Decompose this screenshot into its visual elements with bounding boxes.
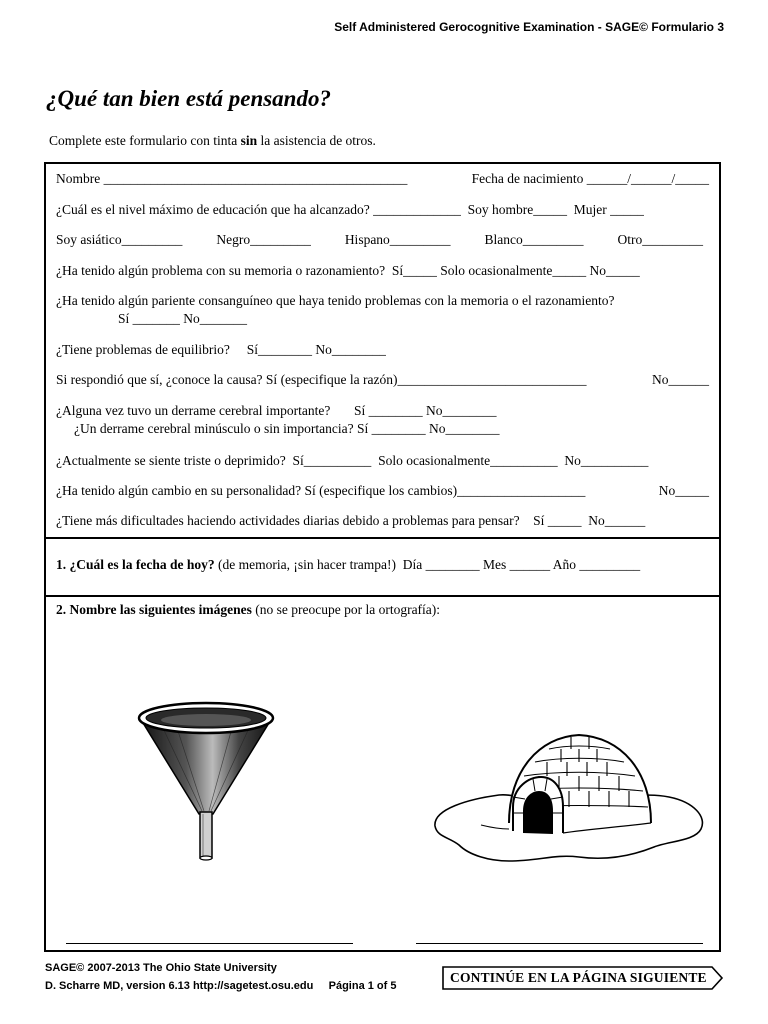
depression-sometimes-field[interactable]: Solo ocasionalmente__________ — [378, 453, 558, 468]
funnel-image — [132, 696, 282, 866]
personality-no-field[interactable]: No_____ — [658, 483, 709, 498]
page-header: Self Administered Gerocognitive Examination - SAGE© Formulario 3 — [334, 20, 724, 34]
igloo-image — [429, 721, 709, 871]
balance-question: ¿Tiene problemas de equilibrio? — [56, 342, 230, 357]
memory-problem-row — [56, 263, 709, 279]
balance-row — [56, 342, 709, 358]
personal-info-section — [46, 164, 719, 539]
daily-activities-question: ¿Tiene más dificultades haciendo actividades diarias debido a problemas para pensar? — [56, 513, 520, 528]
memory-question: ¿Ha tenido algún problema con su memoria o razonamiento? — [56, 263, 386, 278]
name-dob-row — [56, 171, 709, 187]
todays-date-row — [56, 557, 709, 573]
personality-row — [56, 483, 709, 499]
name-pictures-hint: (no se preocupe por la ortografía): — [251, 602, 441, 617]
daily-activities-yes-field[interactable]: Sí _____ — [533, 513, 582, 528]
todays-date-hint: (de memoria, ¡sin hacer trampa!) — [214, 557, 397, 572]
balance-answers[interactable]: Sí________ No________ — [246, 342, 386, 357]
female-field[interactable]: Mujer _____ — [573, 202, 644, 217]
stroke-major-answers[interactable]: Sí ________ No________ — [354, 403, 497, 418]
balance-cause-row — [56, 372, 709, 388]
depression-no-field[interactable]: No__________ — [564, 453, 649, 468]
instructions — [49, 133, 376, 149]
memory-no-field[interactable]: No_____ — [589, 263, 640, 278]
instructions-bold-word: sin — [240, 133, 258, 148]
ethnicity-other[interactable]: Otro_________ — [617, 232, 703, 247]
depression-question: ¿Actualmente se siente triste o deprimido? — [56, 453, 286, 468]
depression-yes-field[interactable]: Sí__________ — [292, 453, 372, 468]
footer-copyright: SAGE© 2007-2013 The Ohio State University — [45, 962, 277, 974]
memory-yes-field[interactable]: Sí_____ — [391, 263, 437, 278]
continue-text: CONTINÚE EN LA PÁGINA SIGUIENTE — [450, 970, 707, 985]
todays-date-fields[interactable]: Día ________ Mes ______ Año _________ — [402, 557, 641, 572]
stroke-major-row — [56, 403, 709, 419]
answer-line-funnel[interactable] — [66, 943, 353, 944]
name-pictures-label: 2. Nombre las siguientes imágenes — [56, 602, 252, 617]
relative-memory-answers[interactable]: Sí _______ No_______ — [118, 311, 248, 326]
education-gender-row — [56, 202, 709, 218]
ethnicity-white[interactable]: Blanco_________ — [484, 232, 584, 247]
continue-next-page-banner — [442, 966, 724, 990]
name-field[interactable]: Nombre _____________________________________________ — [56, 171, 408, 186]
birthdate-field[interactable]: Fecha de nacimiento ______/______/_____ — [471, 171, 709, 186]
memory-sometimes-field[interactable]: Solo ocasionalmente_____ — [440, 263, 587, 278]
form-box — [44, 162, 721, 952]
relative-memory-question: ¿Ha tenido algún pariente consanguíneo que haya tenido problemas con la memoria o el razonamiento? — [56, 293, 615, 308]
todays-date-label: 1. ¿Cuál es la fecha de hoy? — [56, 557, 215, 572]
balance-cause-field[interactable]: Si respondió que sí, ¿conoce la causa? Sí (especifique la razón)____________________________ — [56, 372, 587, 387]
daily-activities-no-field[interactable]: No______ — [588, 513, 646, 528]
stroke-major-question: ¿Alguna vez tuvo un derrame cerebral importante? — [56, 403, 331, 418]
footer-version-page: D. Scharre MD, version 6.13 http://sagetest.osu.edu Página 1 of 5 — [45, 980, 397, 992]
stroke-minor-row[interactable]: ¿Un derrame cerebral minúsculo o sin importancia? Sí ________ No________ — [74, 421, 500, 436]
depression-row — [56, 453, 709, 469]
todays-date-section — [46, 537, 719, 597]
instructions-text-before: Complete este formulario con tinta — [49, 133, 241, 148]
balance-cause-no-field[interactable]: No______ — [652, 372, 709, 387]
ethnicity-row — [56, 232, 703, 248]
name-pictures-prompt — [56, 602, 709, 618]
daily-activities-row — [56, 513, 709, 529]
personality-change-field[interactable]: ¿Ha tenido algún cambio en su personalidad? Sí (especifique los cambios)___________________ — [56, 483, 586, 498]
male-field[interactable]: Soy hombre_____ — [467, 202, 567, 217]
answer-line-igloo[interactable] — [416, 943, 703, 944]
ethnicity-hispanic[interactable]: Hispano_________ — [344, 232, 451, 247]
name-pictures-section — [46, 595, 719, 950]
page-title: ¿Qué tan bien está pensando? — [46, 86, 331, 111]
ethnicity-asian[interactable]: Soy asiático_________ — [56, 232, 183, 247]
instructions-text-after: la asistencia de otros. — [257, 133, 376, 148]
ethnicity-black[interactable]: Negro_________ — [216, 232, 311, 247]
education-field[interactable]: ¿Cuál es el nivel máximo de educación que ha alcanzado? _____________ — [56, 202, 461, 217]
